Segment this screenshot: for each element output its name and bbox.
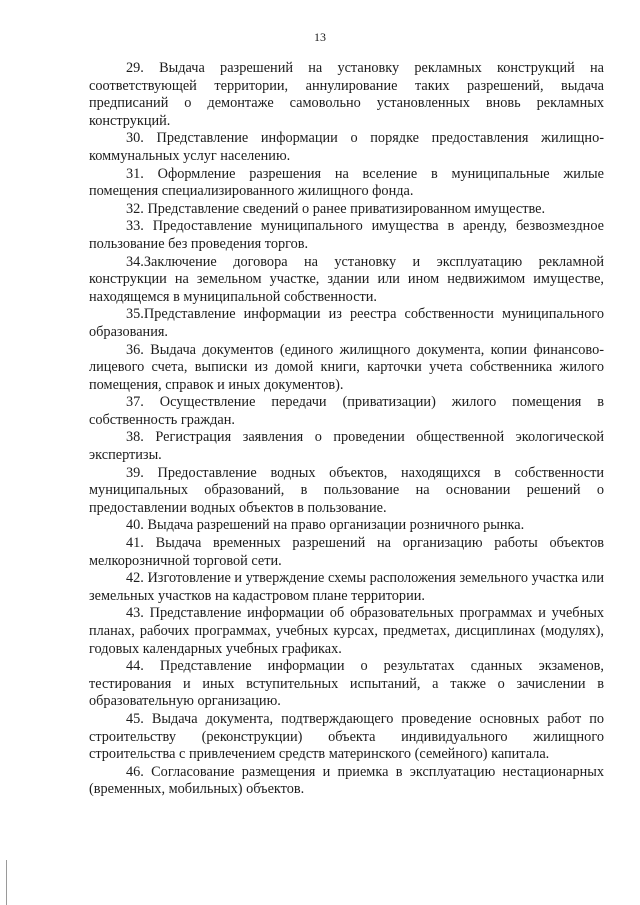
list-item-31: 31. Оформление разрешения на вселение в муниципальные жилые помещения специализированного жилищного фонда. [89,165,604,200]
list-item-38: 38. Регистрация заявления о проведении общественной экологической экспертизы. [89,429,604,464]
list-item-40: 40. Выдача разрешений на право организации розничного рынка. [126,517,525,534]
list-item-35: 35.Представление информации из реестра собственности муниципального образования. [89,306,604,340]
list-item-29: 29. Выдача разрешений на установку рекламных конструкций на соответствующей территории, аннулирование таких разрешений, выдача предписаний о демонтаже самовольно установленных вновь рекламных конструкций. [89,60,604,129]
list-item-45: 45. Выдача документа, подтверждающего проведение основных работ по строительству (реконструкции) объекта индивидуального жилищного строительства с привлечением средств материнского (семейного) капитала. [89,710,604,763]
document-body [89,60,604,799]
list-item-44: 44. Представление информации о результатах сданных экзаменов, тестирования и иных вступительных испытаний, а также о зачислении в образовательную организацию. [89,658,604,710]
list-item-30: 30. Представление информации о порядке предоставления жилищно-коммунальных услуг населению. [89,130,604,164]
list-item-36: 36. Выдача документов (единого жилищного документа, копии финансово-лицевого счета, выписки из домой книги, карточки учета собственника жилого помещения, справок и иных документов). [89,341,604,393]
list-item-46: 46. Согласование размещения и приемка в эксплуатацию нестационарных (временных, мобильных) объектов. [89,763,604,798]
scan-edge-mark [6,860,7,905]
list-item-37: 37. Осуществление передачи (приватизации) жилого помещения в собственность граждан. [89,394,604,428]
list-item-34: 34.Заключение договора на установку и эксплуатацию рекламной конструкции на земельном участке, здании или ином недвижимом имуществе, находящемся в муниципальной собственности. [89,253,604,305]
list-item-42: 42. Изготовление и утверждение схемы расположения земельного участка или земельных участков на кадастровом плане территории. [89,570,604,604]
list-item-32: 32. Представление сведений о ранее приватизированном имуществе. [126,200,546,217]
list-item-33: 33. Предоставление муниципального имущества в аренду, безвозмездное пользование без проведения торгов. [89,218,604,252]
list-item-39: 39. Предоставление водных объектов, находящихся в собственности муниципальных образований, в пользование на основании решений о предоставлении водных объектов в пользование. [89,464,604,516]
list-item-41: 41. Выдача временных разрешений на организацию работы объектов мелкорозничной торговой сети. [89,535,604,569]
page-number: 13 [314,30,326,44]
list-item-43: 43. Представление информации об образовательных программах и учебных планах, рабочих программах, учебных курсах, предметах, дисциплинах (модулях), годовых календарных учебных графиках. [89,605,604,657]
